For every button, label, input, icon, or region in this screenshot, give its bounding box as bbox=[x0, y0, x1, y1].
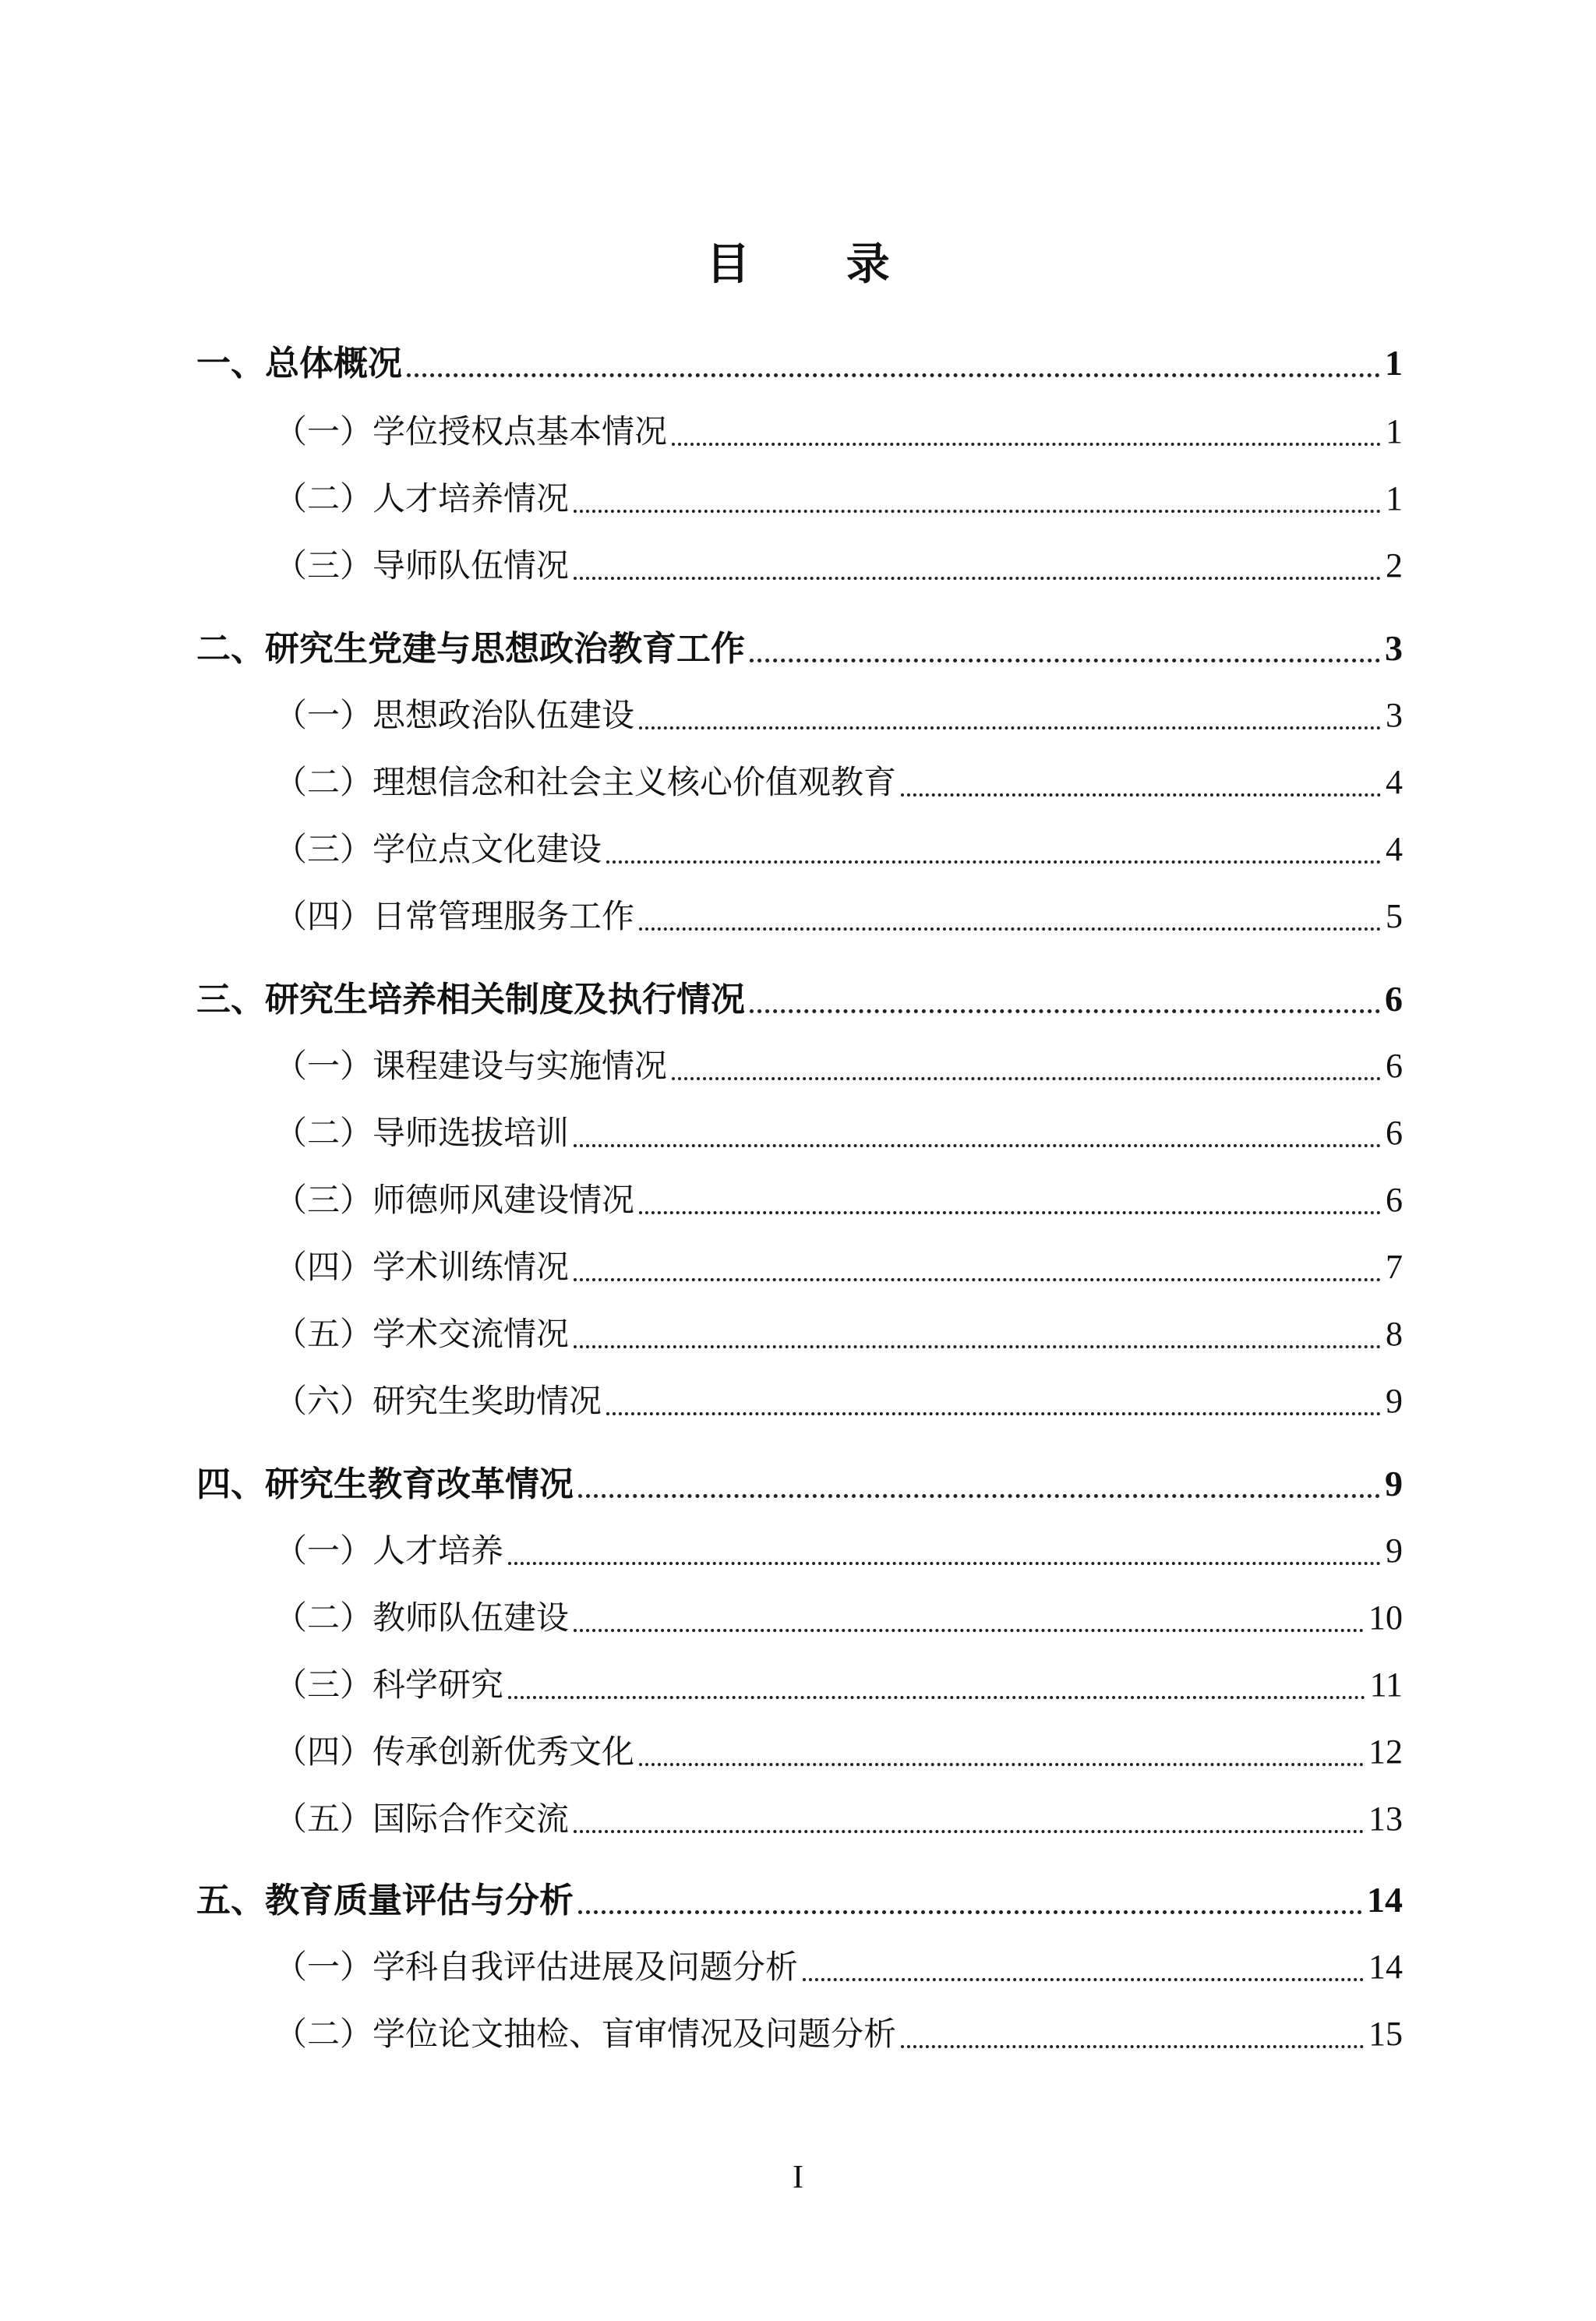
toc-entry-label: 四、研究生教育改革情况 bbox=[196, 1464, 574, 1504]
toc-entry-label: （一）学科自我评估进展及问题分析 bbox=[274, 1948, 799, 1986]
toc-entry-page-number: 14 bbox=[1367, 1880, 1403, 1920]
toc-subsection-entry[interactable] bbox=[274, 2009, 1403, 2059]
toc-entry-label: （五）学术交流情况 bbox=[274, 1315, 570, 1353]
toc-entry-page-number: 15 bbox=[1368, 2015, 1403, 2053]
toc-entry-page-number: 7 bbox=[1386, 1248, 1403, 1286]
toc-entry-label: （三）科学研究 bbox=[274, 1666, 504, 1704]
toc-entry-label: （三）学位点文化建设 bbox=[274, 830, 602, 868]
toc-entry-label: （二）理想信念和社会主义核心价值观教育 bbox=[274, 763, 897, 801]
dot-leader bbox=[901, 2045, 1364, 2048]
toc-entry-label: （四）日常管理服务工作 bbox=[274, 897, 635, 935]
toc-entry-label: （二）教师队伍建设 bbox=[274, 1599, 570, 1637]
toc-subsection-entry[interactable] bbox=[274, 407, 1403, 457]
dot-leader bbox=[407, 373, 1380, 377]
dot-leader bbox=[574, 1278, 1381, 1281]
toc-entry-page-number: 1 bbox=[1385, 343, 1403, 383]
toc-entry-label: 五、教育质量评估与分析 bbox=[196, 1881, 574, 1920]
toc-subsection-entry[interactable] bbox=[274, 1794, 1403, 1844]
toc-entry-page-number: 5 bbox=[1386, 897, 1403, 935]
toc-section-entry[interactable] bbox=[196, 974, 1403, 1024]
toc-entry-label: （一）人才培养 bbox=[274, 1531, 504, 1570]
toc-subsection-entry[interactable] bbox=[274, 1660, 1403, 1710]
toc-subsection-entry[interactable] bbox=[274, 825, 1403, 874]
toc-subsection-entry[interactable] bbox=[274, 1108, 1403, 1158]
dot-leader bbox=[606, 1412, 1381, 1415]
toc-entry-page-number: 13 bbox=[1368, 1800, 1403, 1838]
toc-entry-label: （二）学位论文抽检、盲审情况及问题分析 bbox=[274, 2015, 897, 2053]
dot-leader bbox=[639, 1763, 1364, 1766]
toc-entry-page-number: 9 bbox=[1385, 1464, 1403, 1503]
dot-leader bbox=[606, 860, 1381, 864]
page-folio: I bbox=[793, 2160, 803, 2196]
dot-leader bbox=[672, 1077, 1381, 1080]
toc-entry-page-number: 12 bbox=[1368, 1733, 1403, 1771]
toc-entry-page-number: 3 bbox=[1386, 696, 1403, 734]
toc-entry-label: （六）研究生奖助情况 bbox=[274, 1382, 602, 1420]
toc-subsection-entry[interactable] bbox=[274, 474, 1403, 524]
toc-subsection-entry[interactable] bbox=[274, 541, 1403, 591]
dot-leader bbox=[750, 1009, 1380, 1013]
toc-entry-label: （二）导师选拔培训 bbox=[274, 1114, 570, 1152]
toc-entry-page-number: 6 bbox=[1386, 1047, 1403, 1085]
toc-entry-label: （三）师德师风建设情况 bbox=[274, 1181, 635, 1219]
toc-section-entry[interactable] bbox=[196, 1459, 1403, 1509]
toc-entry-page-number: 10 bbox=[1368, 1599, 1403, 1637]
dot-leader bbox=[639, 1211, 1381, 1214]
toc-entry-label: （四）学术训练情况 bbox=[274, 1248, 570, 1286]
toc-entry-label: 三、研究生培养相关制度及执行情况 bbox=[196, 980, 745, 1019]
toc-subsection-entry[interactable] bbox=[274, 1942, 1403, 1992]
dot-leader bbox=[578, 1910, 1362, 1914]
dot-leader bbox=[639, 726, 1381, 730]
toc-section-entry[interactable] bbox=[196, 338, 1403, 388]
toc-subsection-entry[interactable] bbox=[274, 1727, 1403, 1777]
toc-subsection-entry[interactable] bbox=[274, 1526, 1403, 1576]
toc-subsection-entry[interactable] bbox=[274, 1242, 1403, 1292]
toc-entry-page-number: 2 bbox=[1386, 546, 1403, 585]
toc-entry-page-number: 1 bbox=[1386, 412, 1403, 450]
dot-leader bbox=[750, 659, 1380, 662]
toc-entry-label: （一）思想政治队伍建设 bbox=[274, 696, 635, 734]
toc-entry-page-number: 3 bbox=[1385, 628, 1403, 668]
toc-entry-page-number: 4 bbox=[1386, 830, 1403, 868]
toc-subsection-entry[interactable] bbox=[274, 1309, 1403, 1359]
toc-entry-page-number: 8 bbox=[1386, 1315, 1403, 1353]
dot-leader bbox=[901, 793, 1381, 797]
toc-entry-label: （二）人才培养情况 bbox=[274, 479, 570, 518]
toc-subsection-entry[interactable] bbox=[274, 691, 1403, 740]
toc-entry-page-number: 9 bbox=[1386, 1382, 1403, 1420]
toc-subsection-entry[interactable] bbox=[274, 1376, 1403, 1426]
toc-subsection-entry[interactable] bbox=[274, 758, 1403, 807]
toc-subsection-entry[interactable] bbox=[274, 892, 1403, 941]
toc-entry-page-number: 6 bbox=[1385, 979, 1403, 1019]
toc-entry-label: 一、总体概况 bbox=[196, 344, 402, 383]
toc-entry-page-number: 6 bbox=[1386, 1114, 1403, 1152]
dot-leader bbox=[803, 1978, 1364, 1981]
toc-entry-page-number: 1 bbox=[1386, 479, 1403, 518]
toc-entry-label: （一）课程建设与实施情况 bbox=[274, 1047, 668, 1085]
toc-section-entry[interactable] bbox=[196, 624, 1403, 673]
toc-subsection-entry[interactable] bbox=[274, 1175, 1403, 1225]
toc-entry-label: （五）国际合作交流 bbox=[274, 1800, 570, 1838]
toc-entry-page-number: 4 bbox=[1386, 763, 1403, 801]
dot-leader bbox=[574, 1345, 1381, 1348]
toc-entry-label: （三）导师队伍情况 bbox=[274, 546, 570, 585]
dot-leader bbox=[639, 927, 1381, 931]
toc-entry-page-number: 14 bbox=[1368, 1948, 1403, 1986]
toc-subsection-entry[interactable] bbox=[274, 1041, 1403, 1091]
dot-leader bbox=[574, 1144, 1381, 1147]
dot-leader bbox=[672, 443, 1381, 446]
dot-leader bbox=[574, 577, 1381, 580]
dot-leader bbox=[574, 1629, 1364, 1632]
toc-entry-page-number: 6 bbox=[1386, 1181, 1403, 1219]
dot-leader bbox=[508, 1562, 1381, 1565]
toc-entry-label: （四）传承创新优秀文化 bbox=[274, 1733, 635, 1771]
dot-leader bbox=[578, 1494, 1380, 1498]
toc-entry-label: （一）学位授权点基本情况 bbox=[274, 412, 668, 450]
toc-entry-page-number: 9 bbox=[1386, 1531, 1403, 1570]
page-title: 目 录 bbox=[706, 239, 930, 290]
toc-entry-page-number: 11 bbox=[1369, 1666, 1403, 1704]
dot-leader bbox=[574, 1830, 1364, 1833]
toc-section-entry[interactable] bbox=[196, 1875, 1403, 1925]
dot-leader bbox=[508, 1696, 1365, 1699]
dot-leader bbox=[574, 510, 1381, 513]
toc-entry-label: 二、研究生党建与思想政治教育工作 bbox=[196, 629, 745, 669]
toc-subsection-entry[interactable] bbox=[274, 1593, 1403, 1643]
